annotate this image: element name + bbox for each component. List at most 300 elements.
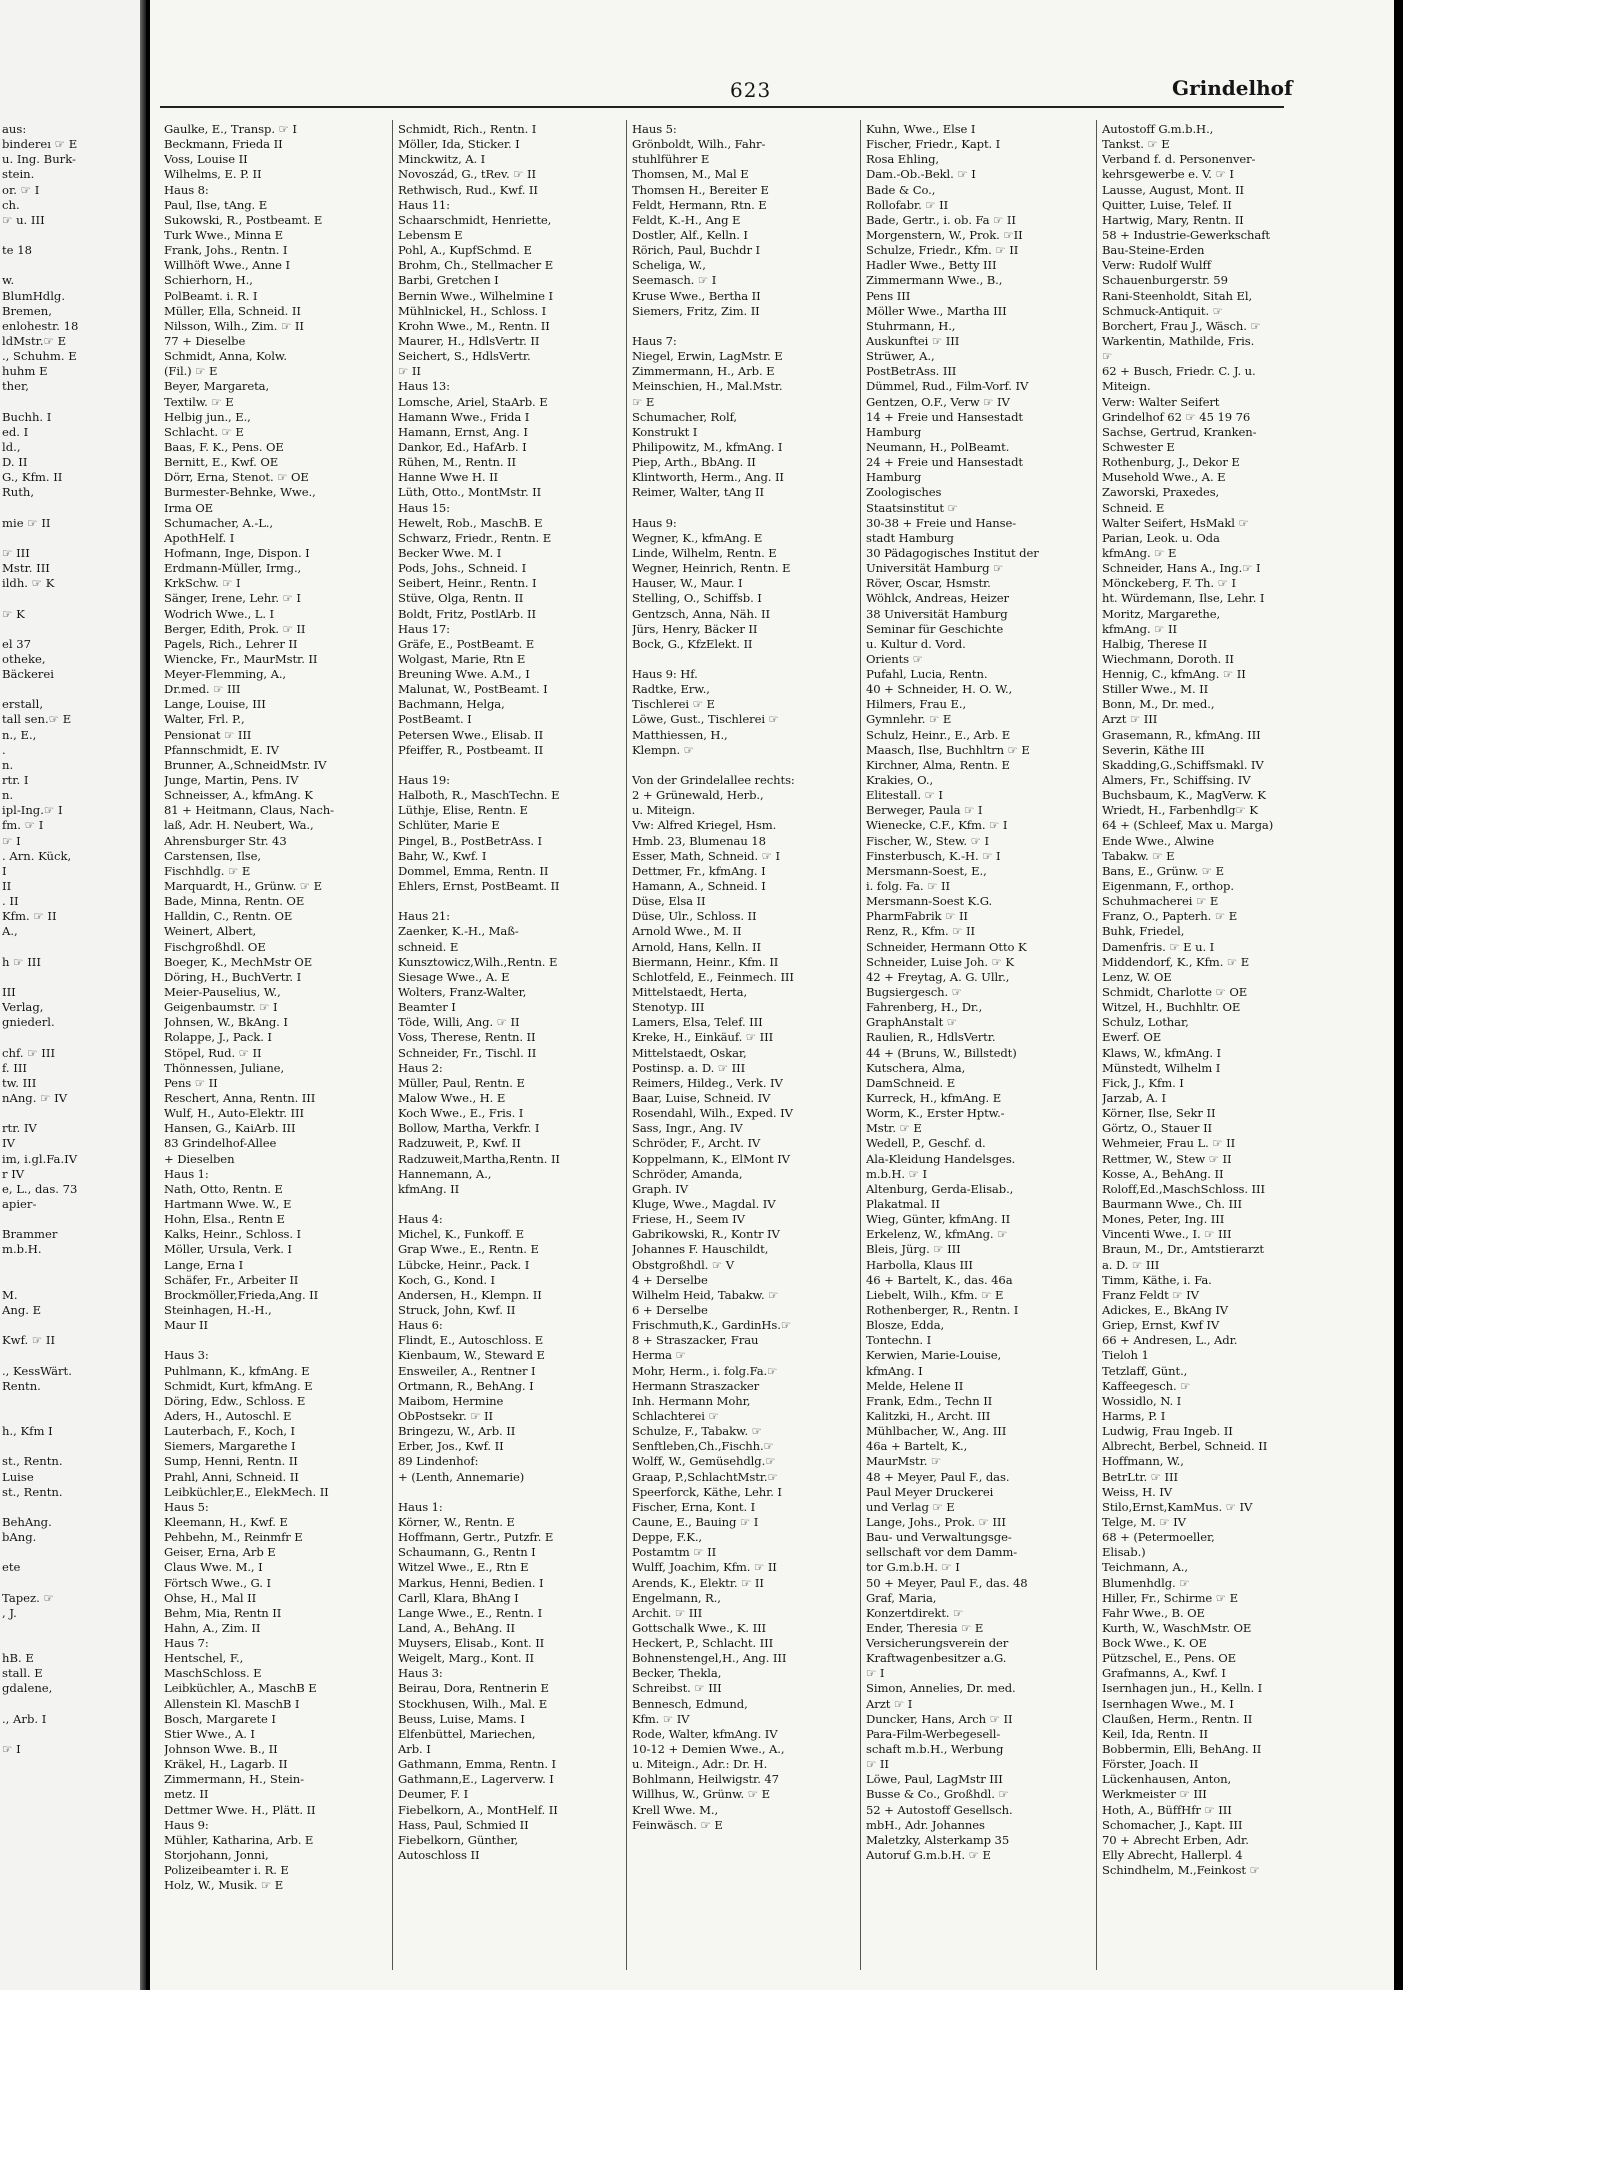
directory-entry-line: f. III <box>2 1060 27 1075</box>
directory-entry-line: Haus 8: <box>164 182 209 197</box>
directory-entry-line: DamSchneid. E <box>866 1075 956 1090</box>
directory-entry-line: Kreke, H., Einkäuf. ☞ III <box>632 1030 774 1045</box>
directory-entry-line: Förtsch Wwe., G. I <box>164 1575 271 1590</box>
directory-entry-line: Feldt, Hermann, Rtn. E <box>632 197 767 212</box>
directory-entry-line: Müller, Ella, Schneid. II <box>164 303 301 318</box>
directory-entry-line: (Fil.) ☞ E <box>164 364 218 379</box>
directory-entry-line: Haus 9: <box>164 1817 209 1832</box>
directory-entry-line: otheke, <box>2 651 46 666</box>
directory-entry-line: Boeger, K., MechMstr OE <box>164 954 313 969</box>
directory-entry-line: Friese, H., Seem IV <box>632 1212 745 1227</box>
directory-entry-line: Turk Wwe., Minna E <box>164 227 283 242</box>
directory-entry-line: Bachmann, Helga, <box>398 697 505 712</box>
directory-entry-line: Rosa Ehling, <box>866 152 939 167</box>
directory-entry-line: Schumacher, A.-L., <box>164 515 273 530</box>
directory-entry-line: Zaenker, K.-H., Maß- <box>398 924 519 939</box>
directory-entry-line: Renz, R., Kfm. ☞ II <box>866 924 975 939</box>
directory-entry-line: Beuss, Luise, Mams. I <box>398 1711 525 1726</box>
directory-entry-line: 70 + Abrecht Erben, Adr. <box>1102 1832 1249 1847</box>
directory-entry-line: Niegel, Erwin, LagMstr. E <box>632 349 783 364</box>
directory-entry-line: Speerforck, Käthe, Lehr. I <box>632 1484 782 1499</box>
directory-entry-line: Kerwien, Marie-Louise, <box>866 1348 1002 1363</box>
directory-entry-line: mie ☞ II <box>2 515 51 530</box>
directory-entry-line: h., Kfm I <box>2 1424 53 1439</box>
directory-entry-line: Gräfe, E., PostBeamt. E <box>398 636 535 651</box>
directory-entry-line: Boldt, Fritz, PostlArb. II <box>398 606 536 621</box>
directory-entry-line: Almers, Fr., Schiffsing. IV <box>1102 773 1251 788</box>
directory-entry-line <box>632 319 856 334</box>
directory-entry-line: Berger, Edith, Prok. ☞ II <box>164 621 306 636</box>
directory-entry-line: Fischhdlg. ☞ E <box>164 863 251 878</box>
directory-entry-line: Wolgast, Marie, Rtn E <box>398 651 526 666</box>
directory-entry-line: Haus 9: Hf. <box>632 667 698 682</box>
directory-entry-line: Fiebelkorn, Günther, <box>398 1832 519 1847</box>
directory-entry-line: Arzt ☞ I <box>866 1696 913 1711</box>
directory-entry-line: 14 + Freie und Hansestadt <box>866 409 1023 424</box>
left-page-edge <box>0 0 140 1990</box>
directory-entry-line: Schwarz, Friedr., Rentn. E <box>398 530 552 545</box>
directory-entry-line: 58 + Industrie-Gewerkschaft <box>1102 227 1270 242</box>
directory-entry-line: Musehold Wwe., A. E <box>1102 470 1226 485</box>
directory-entry-line <box>398 894 622 909</box>
directory-entry-line: + (Lenth, Annemarie) <box>398 1469 525 1484</box>
directory-entry-line: Leibküchler,E., ElekMech. II <box>164 1484 329 1499</box>
directory-entry-line: Schmidt, Rich., Rentn. I <box>398 122 537 136</box>
directory-entry-line: Ende Wwe., Alwine <box>1102 833 1214 848</box>
directory-entry-line: Rothenburg, J., Dekor E <box>1102 455 1240 470</box>
directory-entry-line: Tischlerei ☞ E <box>632 697 715 712</box>
directory-entry-line: Löwe, Gust., Tischlerei ☞ <box>632 712 779 727</box>
directory-entry-line: Krohn Wwe., M., Rentn. II <box>398 318 550 333</box>
directory-entry-line: 10-12 + Demien Wwe., A., <box>632 1742 785 1757</box>
directory-entry-line: Dam.-Ob.-Bekl. ☞ I <box>866 167 976 182</box>
directory-entry-line: Kunsztowicz,Wilh.,Rentn. E <box>398 954 558 969</box>
directory-entry-line: Markus, Henni, Bedien. I <box>398 1575 544 1590</box>
directory-entry-line <box>2 228 138 243</box>
directory-entry-line: Rethwisch, Rud., Kwf. II <box>398 182 538 197</box>
directory-entry-line: Schulz, Heinr., E., Arb. E <box>866 727 1011 742</box>
directory-entry-line: Gottschalk Wwe., K. III <box>632 1620 767 1635</box>
directory-entry-line: Witzel, H., Buchhltr. OE <box>1102 1000 1241 1015</box>
directory-entry-line: Seminar für Geschichte <box>866 621 1004 636</box>
directory-entry-line: Linde, Wilhelm, Rentn. E <box>632 545 777 560</box>
directory-entry-line: . Arn. Kück, <box>2 848 72 863</box>
directory-entry-line: Severin, Käthe III <box>1102 742 1205 757</box>
directory-entry-line: Philipowitz, M., kfmAng. I <box>632 439 783 454</box>
directory-entry-line: Mittelstaedt, Herta, <box>632 985 748 1000</box>
directory-entry-line: ☞ III <box>2 545 30 560</box>
directory-entry-line: Harbolla, Klaus III <box>866 1257 973 1272</box>
directory-entry-line: Siemers, Margarethe I <box>164 1439 296 1454</box>
directory-entry-line: Telge, M. ☞ IV <box>1102 1514 1186 1529</box>
directory-entry-line: Frank, Johs., Rentn. I <box>164 243 288 258</box>
directory-entry-line: Ender, Theresia ☞ E <box>866 1620 984 1635</box>
directory-entry-line: Caune, E., Bauing ☞ I <box>632 1514 759 1529</box>
directory-entry-line: 50 + Meyer, Paul F., das. 48 <box>866 1575 1028 1590</box>
directory-entry-line: Plakatmal. II <box>866 1196 940 1211</box>
directory-entry-line: Röver, Oscar, Hsmstr. <box>866 576 991 591</box>
directory-entry-line: Bans, E., Grünw. ☞ E <box>1102 863 1224 878</box>
directory-entry-line: A., <box>2 924 18 939</box>
directory-entry-line: Körner, Ilse, Sekr II <box>1102 1106 1216 1121</box>
directory-entry-line: Ohse, H., Mal II <box>164 1590 257 1605</box>
directory-entry-line: Verw: Rudolf Wulff <box>1102 258 1211 273</box>
directory-entry-line: Hilmers, Frau E., <box>866 697 967 712</box>
directory-entry-line: Bosch, Margarete I <box>164 1711 276 1726</box>
directory-entry-line: Finsterbusch, K.-H. ☞ I <box>866 848 1001 863</box>
directory-entry-line: Petersen Wwe., Elisab. II <box>398 727 544 742</box>
book-gutter <box>140 0 146 1990</box>
directory-entry-line: Wriedt, H., Farbenhdlg☞ K <box>1102 803 1258 818</box>
directory-entry-line: Haus 5: <box>164 1499 209 1514</box>
directory-entry-line: Harms, P. I <box>1102 1408 1166 1423</box>
directory-entry-line: tw. III <box>2 1075 37 1090</box>
directory-entry-line: Buchsbaum, K., MagVerw. K <box>1102 788 1266 803</box>
directory-entry-line: Autostoff G.m.b.H., <box>1102 122 1214 136</box>
directory-entry-line: Fick, J., Kfm. I <box>1102 1075 1184 1090</box>
directory-entry-line: Obstgroßhdl. ☞ V <box>632 1257 735 1272</box>
directory-entry-line: Schlotfeld, E., Feinmech. III <box>632 969 794 984</box>
directory-entry-line: Frischmuth,K., GardinHs.☞ <box>632 1318 792 1333</box>
directory-entry-line: Wossidlo, N. I <box>1102 1393 1182 1408</box>
directory-entry-line: Mittelstaedt, Oskar, <box>632 1045 747 1060</box>
directory-entry-line <box>2 1727 138 1742</box>
directory-entry-line: Heckert, P., Schlacht. III <box>632 1636 774 1651</box>
directory-entry-line: Lenz, W. OE <box>1102 969 1172 984</box>
directory-entry-line: 4 + Derselbe <box>632 1272 708 1287</box>
directory-entry-line: Tabakw. ☞ E <box>1102 848 1175 863</box>
directory-entry-line: Haus 9: <box>632 515 677 530</box>
directory-entry-line: Ahrensburger Str. 43 <box>164 833 287 848</box>
directory-entry-line: st., Rentn. <box>2 1454 63 1469</box>
directory-entry-line: Biermann, Heinr., Kfm. II <box>632 954 779 969</box>
directory-entry-line: m.b.H. <box>2 1242 42 1257</box>
directory-entry-line <box>2 1409 138 1424</box>
directory-entry-line: Wodrich Wwe., L. I <box>164 606 275 621</box>
directory-entry-line: fm. ☞ I <box>2 818 44 833</box>
directory-entry-line: Schlüter, Marie E <box>398 818 500 833</box>
directory-entry-line: Möller, Ida, Sticker. I <box>398 137 520 152</box>
directory-entry-line <box>2 1212 138 1227</box>
directory-entry-line: Radtke, Erw., <box>632 682 710 697</box>
directory-entry-line: rtr. IV <box>2 1121 37 1136</box>
directory-entry-line: e, L., das. 73 <box>2 1181 78 1196</box>
directory-entry-line: Bahr, W., Kwf. I <box>398 848 487 863</box>
directory-entry-line: Krakies, O., <box>866 773 934 788</box>
directory-entry-line: Siesage Wwe., A. E <box>398 969 510 984</box>
directory-entry-line: Zimmermann, H., Arb. E <box>632 364 775 379</box>
directory-entry-line: Halldin, C., Rentn. OE <box>164 909 293 924</box>
directory-entry-line: Arb. I <box>398 1742 431 1757</box>
directory-entry-line: Sänger, Irene, Lehr. ☞ I <box>164 591 301 606</box>
directory-entry-line: BetrLtr. ☞ III <box>1102 1469 1178 1484</box>
directory-entry-line: Gentzen, O.F., Verw ☞ IV <box>866 394 1010 409</box>
directory-entry-line: Haus 19: <box>398 773 450 788</box>
directory-entry-line: 83 Grindelhof-Allee <box>164 1136 277 1151</box>
directory-entry-line: Geigenbaumstr. ☞ I <box>164 1000 278 1015</box>
directory-entry-line: Schwester E <box>1102 439 1175 454</box>
directory-entry-line: Schmidt, Kurt, kfmAng. E <box>164 1378 313 1393</box>
directory-entry-line: Klintworth, Herm., Ang. II <box>632 470 784 485</box>
directory-entry-line: Hoffmann, Gertr., Putzfr. E <box>398 1530 554 1545</box>
directory-entry-line: Schierhorn, H., <box>164 273 253 288</box>
directory-entry-line: Wilhelm Heid, Tabakw. ☞ <box>632 1287 779 1302</box>
directory-entry-line: Hartwig, Mary, Rentn. II <box>1102 212 1244 227</box>
directory-entry-line: Novoszád, G., tRev. ☞ II <box>398 167 536 182</box>
directory-entry-line: Scheliga, W., <box>632 258 706 273</box>
directory-entry-line: BehAng. <box>2 1514 52 1529</box>
directory-entry-line: Hamann, Ernst, Ang. I <box>398 424 528 439</box>
directory-entry-line: 66 + Andresen, L., Adr. <box>1102 1333 1238 1348</box>
directory-entry-line: Maasch, Ilse, Buchhltrn ☞ E <box>866 742 1030 757</box>
directory-entry-line: Ruth, <box>2 485 35 500</box>
directory-entry-line: Döring, Edw., Schloss. E <box>164 1393 306 1408</box>
directory-entry-line: Esser, Math, Schneid. ☞ I <box>632 848 781 863</box>
directory-entry-line: Schneisser, A., kfmAng. K <box>164 788 313 803</box>
directory-entry-line: Pingel, B., PostBetrAss. I <box>398 833 543 848</box>
directory-entry-line: Tieloh 1 <box>1102 1348 1149 1363</box>
directory-entry-line: Weinert, Albert, <box>164 924 257 939</box>
directory-entry-line: Engelmann, R., <box>632 1590 721 1605</box>
directory-entry-line: Stüve, Olga, Rentn. II <box>398 591 524 606</box>
directory-entry-line: Buhk, Friedel, <box>1102 924 1185 939</box>
directory-entry-line: tor G.m.b.H. ☞ I <box>866 1560 960 1575</box>
directory-entry-line: Marquardt, H., Grünw. ☞ E <box>164 879 322 894</box>
directory-entry-line: Burmester-Behnke, Wwe., <box>164 485 316 500</box>
directory-entry-line: Kfm. ☞ IV <box>632 1711 690 1726</box>
directory-entry-line: Hadler Wwe., Betty III <box>866 258 997 273</box>
directory-entry-line: Tankst. ☞ E <box>1102 137 1170 152</box>
directory-entry-line <box>2 1697 138 1712</box>
directory-entry-line: ☞ <box>1102 349 1113 364</box>
directory-entry-line: st., Rentn. <box>2 1484 63 1499</box>
directory-entry-line: Löwe, Paul, LagMstr III <box>866 1772 1003 1787</box>
directory-entry-line: Konzertdirekt. ☞ <box>866 1605 964 1620</box>
directory-entry-line <box>632 501 856 516</box>
directory-entry-line: Piep, Arth., BbAng. II <box>632 455 756 470</box>
directory-entry-line: Pützschel, E., Pens. OE <box>1102 1651 1237 1666</box>
directory-entry-line: Skadding,G.,Schiffsmakl. IV <box>1102 757 1264 772</box>
directory-entry-line: Hermann Straszacker <box>632 1378 760 1393</box>
directory-entry-line: Wiechmann, Doroth. II <box>1102 651 1234 666</box>
directory-entry-line: ildh. ☞ K <box>2 576 55 591</box>
directory-entry-line: Dostler, Alf., Kelln. I <box>632 227 748 242</box>
directory-entry-line <box>398 1485 622 1500</box>
directory-entry-line: Stiller Wwe., M. II <box>1102 682 1209 697</box>
directory-entry-line: 42 + Freytag, A. G. Ullr., <box>866 969 1010 984</box>
directory-entry-line: Haus 7: <box>164 1636 209 1651</box>
directory-entry-line: Kalks, Heinr., Schloss. I <box>164 1227 302 1242</box>
directory-entry-line: Wegner, Heinrich, Rentn. E <box>632 561 791 576</box>
directory-entry-line: Bringezu, W., Arb. II <box>398 1424 516 1439</box>
directory-entry-line: Kaffeegesch. ☞ <box>1102 1378 1191 1393</box>
directory-entry-line: ipl-Ing.☞ I <box>2 803 63 818</box>
directory-entry-line: Reimer, Walter, tAng II <box>632 485 764 500</box>
directory-entry-line: Duncker, Hans, Arch ☞ II <box>866 1711 1013 1726</box>
directory-entry-line: Pens ☞ II <box>164 1075 218 1090</box>
directory-entry-line: Fischer, Erna, Kont. I <box>632 1499 756 1514</box>
directory-entry-line: Wienecke, C.F., Kfm. ☞ I <box>866 818 1008 833</box>
directory-entry-line: Kurth, W., WaschMstr. OE <box>1102 1620 1252 1635</box>
directory-entry-line: Elfenbüttel, Mariechen, <box>398 1726 536 1741</box>
directory-entry-line: Hansen, G., KaiArb. III <box>164 1121 296 1136</box>
directory-entry-line: kehrsgewerbe e. V. ☞ I <box>1102 167 1234 182</box>
directory-entry-line: Hanne Wwe H. II <box>398 470 499 485</box>
directory-entry-line: Liebelt, Wilh., Kfm. ☞ E <box>866 1287 1004 1302</box>
directory-entry-line: Thomsen H., Bereiter E <box>632 182 769 197</box>
directory-entry-line: Schomacher, J., Kapt. III <box>1102 1817 1243 1832</box>
directory-entry-line: Lamers, Elsa, Telef. III <box>632 1015 763 1030</box>
directory-entry-line: Bau- und Verwaltungsge- <box>866 1530 1012 1545</box>
directory-entry-line: w. <box>2 273 15 288</box>
directory-entry-line: Graph. IV <box>632 1181 689 1196</box>
directory-entry-line: Struck, John, Kwf. II <box>398 1302 516 1317</box>
directory-entry-line: Beckmann, Frieda II <box>164 137 283 152</box>
directory-entry-line: Gathmann,E., Lagerverw. I <box>398 1772 554 1787</box>
directory-entry-line: Lange, Erna I <box>164 1257 244 1272</box>
directory-entry-line: + Dieselben <box>164 1151 235 1166</box>
directory-entry-line: 46a + Bartelt, K., <box>866 1439 968 1454</box>
directory-entry-line: Hiller, Fr., Schirme ☞ E <box>1102 1590 1238 1605</box>
directory-entry-line: Voss, Therese, Rentn. II <box>398 1030 536 1045</box>
directory-entry-line: Zoologisches <box>866 485 942 500</box>
directory-entry-line: Leibküchler, A., MaschB E <box>164 1681 317 1696</box>
directory-entry-line: Kuhn, Wwe., Else I <box>866 122 976 136</box>
directory-entry-line: ObPostsekr. ☞ II <box>398 1408 493 1423</box>
directory-entry-line: bindereı ☞ E <box>2 137 78 152</box>
directory-entry-line: Keil, Ida, Rentn. II <box>1102 1726 1208 1741</box>
directory-entry-line: Tapez. ☞ <box>2 1590 54 1605</box>
directory-entry-line: Wolters, Franz-Walter, <box>398 985 527 1000</box>
directory-entry-line: Barbi, Gretchen I <box>398 273 499 288</box>
directory-entry-line: Ehlers, Ernst, PostBeamt. II <box>398 879 560 894</box>
directory-entry-line: Pensionat ☞ III <box>164 727 252 742</box>
directory-entry-line: Junge, Martin, Pens. IV <box>164 773 299 788</box>
directory-entry-line: Zimmermann Wwe., B., <box>866 273 1003 288</box>
directory-entry-line: Elisab.) <box>1102 1545 1146 1560</box>
directory-entry-line: Grasemann, R., kfmAng. III <box>1102 727 1261 742</box>
directory-entry-line: Graf, Maria, <box>866 1590 937 1605</box>
directory-entry-line: u. Miteign. <box>632 803 696 818</box>
directory-column-3 <box>632 122 856 1833</box>
directory-entry-line: Malow Wwe., H. E <box>398 1091 506 1105</box>
directory-entry-line: Von der Grindelallee rechts: <box>632 773 795 788</box>
directory-entry-line <box>398 758 622 773</box>
directory-entry-line: Zimmermann, H., Stein- <box>164 1772 304 1787</box>
column-divider <box>392 120 393 1970</box>
directory-entry-line: Schauenburgerstr. 59 <box>1102 273 1228 288</box>
directory-entry-line: Koch Wwe., E., Fris. I <box>398 1106 524 1121</box>
directory-entry-line: Rothenberger, R., Rentn. I <box>866 1302 1019 1317</box>
directory-entry-line: Lomsche, Ariel, StaArb. E <box>398 394 548 409</box>
directory-entry-line: Wulf, H., Auto-Elektr. III <box>164 1106 304 1121</box>
directory-entry-line: Mersmann-Soest K.G. <box>866 894 993 909</box>
directory-entry-line: Wilhelms, E. P. II <box>164 167 262 182</box>
directory-entry-line: Feinwäsch. ☞ E <box>632 1817 723 1832</box>
directory-entry-line <box>2 1258 138 1273</box>
directory-entry-line: stadt Hamburg <box>866 530 954 545</box>
directory-entry-line: 40 + Schneider, H. O. W., <box>866 682 1013 697</box>
directory-entry-line: Bock Wwe., K. OE <box>1102 1636 1207 1651</box>
directory-entry-line: Hamburg <box>866 470 922 485</box>
directory-entry-line: Klempn. ☞ <box>632 742 694 757</box>
directory-entry-line: Hamburg <box>866 424 922 439</box>
directory-entry-line: Land, A., BehAng. II <box>398 1620 515 1635</box>
directory-entry-line: Pufahl, Lucia, Rentn. <box>866 667 988 682</box>
directory-entry-line: Schneider, Hermann Otto K <box>866 939 1027 954</box>
column-divider <box>1096 120 1097 1970</box>
directory-entry-line: ld., <box>2 439 21 454</box>
directory-entry-line: Graap, P.,SchlachtMstr.☞ <box>632 1469 778 1484</box>
directory-entry-line: ☞ K <box>2 606 25 621</box>
directory-entry-line: Flindt, E., Autoschloss. E <box>398 1333 544 1348</box>
directory-entry-line: Para-Film-Werbegesell- <box>866 1726 1001 1741</box>
directory-entry-line: stein. <box>2 167 35 182</box>
directory-entry-line: Schulz, Lothar, <box>1102 1015 1189 1030</box>
directory-entry-line: n., E., <box>2 727 37 742</box>
directory-entry-line: Fischer, Friedr., Kapt. I <box>866 137 1001 152</box>
directory-entry-line: Erdmann-Müller, Irmg., <box>164 561 302 576</box>
directory-column-4 <box>866 122 1092 1863</box>
directory-entry-line: ☞ II <box>866 1757 889 1772</box>
directory-entry-line: Lange, Johs., Prok. ☞ III <box>866 1514 1006 1529</box>
directory-entry-line: Adickes, E., BkAng IV <box>1102 1302 1229 1317</box>
directory-entry-line: Mstr. III <box>2 561 50 576</box>
directory-entry-line: Andersen, H., Klempn. II <box>398 1287 542 1302</box>
directory-entry-line: Bohlmann, Heilwigstr. 47 <box>632 1772 779 1787</box>
directory-entry-line: Rani-Steenholdt, Sitah El, <box>1102 288 1253 303</box>
directory-entry-line: Neumann, H., PolBeamt. <box>866 439 1010 454</box>
directory-entry-line: Hofmann, Inge, Dispon. I <box>164 545 310 560</box>
directory-entry-line: Maibom, Hermine <box>398 1393 504 1408</box>
directory-entry-line: Werkmeister ☞ III <box>1102 1787 1207 1802</box>
directory-entry-line: Autoschloss II <box>398 1848 480 1863</box>
directory-entry-line: Puhlmann, K., kfmAng. E <box>164 1363 310 1378</box>
directory-entry-line: Möller Wwe., Martha III <box>866 303 1007 318</box>
directory-entry-line: Kfm. ☞ II <box>2 909 57 924</box>
directory-entry-line: Ang. E <box>2 1302 42 1317</box>
directory-entry-line: ldMstr.☞ E <box>2 333 67 348</box>
directory-entry-line <box>2 501 138 516</box>
directory-entry-line: Elly Abrecht, Hallerpl. 4 <box>1102 1848 1243 1863</box>
directory-column-5 <box>1102 122 1288 1878</box>
directory-entry-line: ht. Würdemann, Ilse, Lehr. I <box>1102 591 1265 606</box>
directory-entry-line: mbH., Adr. Johannes <box>866 1817 985 1832</box>
directory-entry-line: Schneid. E <box>1102 500 1165 515</box>
directory-entry-line: Malunat, W., PostBeamt. I <box>398 682 548 697</box>
directory-entry-line: 8 + Straszacker, Frau <box>632 1333 759 1348</box>
directory-entry-line: Düse, Ulr., Schloss. II <box>632 909 757 924</box>
directory-entry-line: Schlacht. ☞ E <box>164 424 244 439</box>
directory-entry-line: Weigelt, Marg., Kont. II <box>398 1651 534 1666</box>
directory-entry-line: Matthiessen, H., <box>632 727 728 742</box>
directory-entry-line: Meinschien, H., Mal.Mstr. <box>632 379 783 394</box>
directory-entry-line: Hmb. 23, Blumenau 18 <box>632 833 766 848</box>
directory-entry-line: Schindhelm, M.,Feinkost ☞ <box>1102 1863 1260 1878</box>
directory-entry-line: Raulien, R., HdlsVertr. <box>866 1030 996 1045</box>
directory-entry-line: Lübcke, Heinr., Pack. I <box>398 1257 530 1272</box>
directory-entry-line: Hennig, C., kfmAng. ☞ II <box>1102 667 1246 682</box>
directory-entry-line: ed. I <box>2 424 29 439</box>
directory-entry-line: Haus 1: <box>398 1499 443 1514</box>
directory-entry-line: Seibert, Heinr., Rentn. I <box>398 576 537 591</box>
directory-entry-line: Lauterbach, F., Koch, I <box>164 1424 296 1439</box>
directory-entry-line: 81 + Heitmann, Claus, Nach- <box>164 803 334 818</box>
directory-entry-line: Grindelhof 62 ☞ 45 19 76 <box>1102 409 1251 424</box>
directory-entry-line: Sump, Henni, Rentn. II <box>164 1454 298 1469</box>
directory-entry-line <box>2 1394 138 1409</box>
directory-entry-line: Fischgroßhdl. OE <box>164 939 266 954</box>
